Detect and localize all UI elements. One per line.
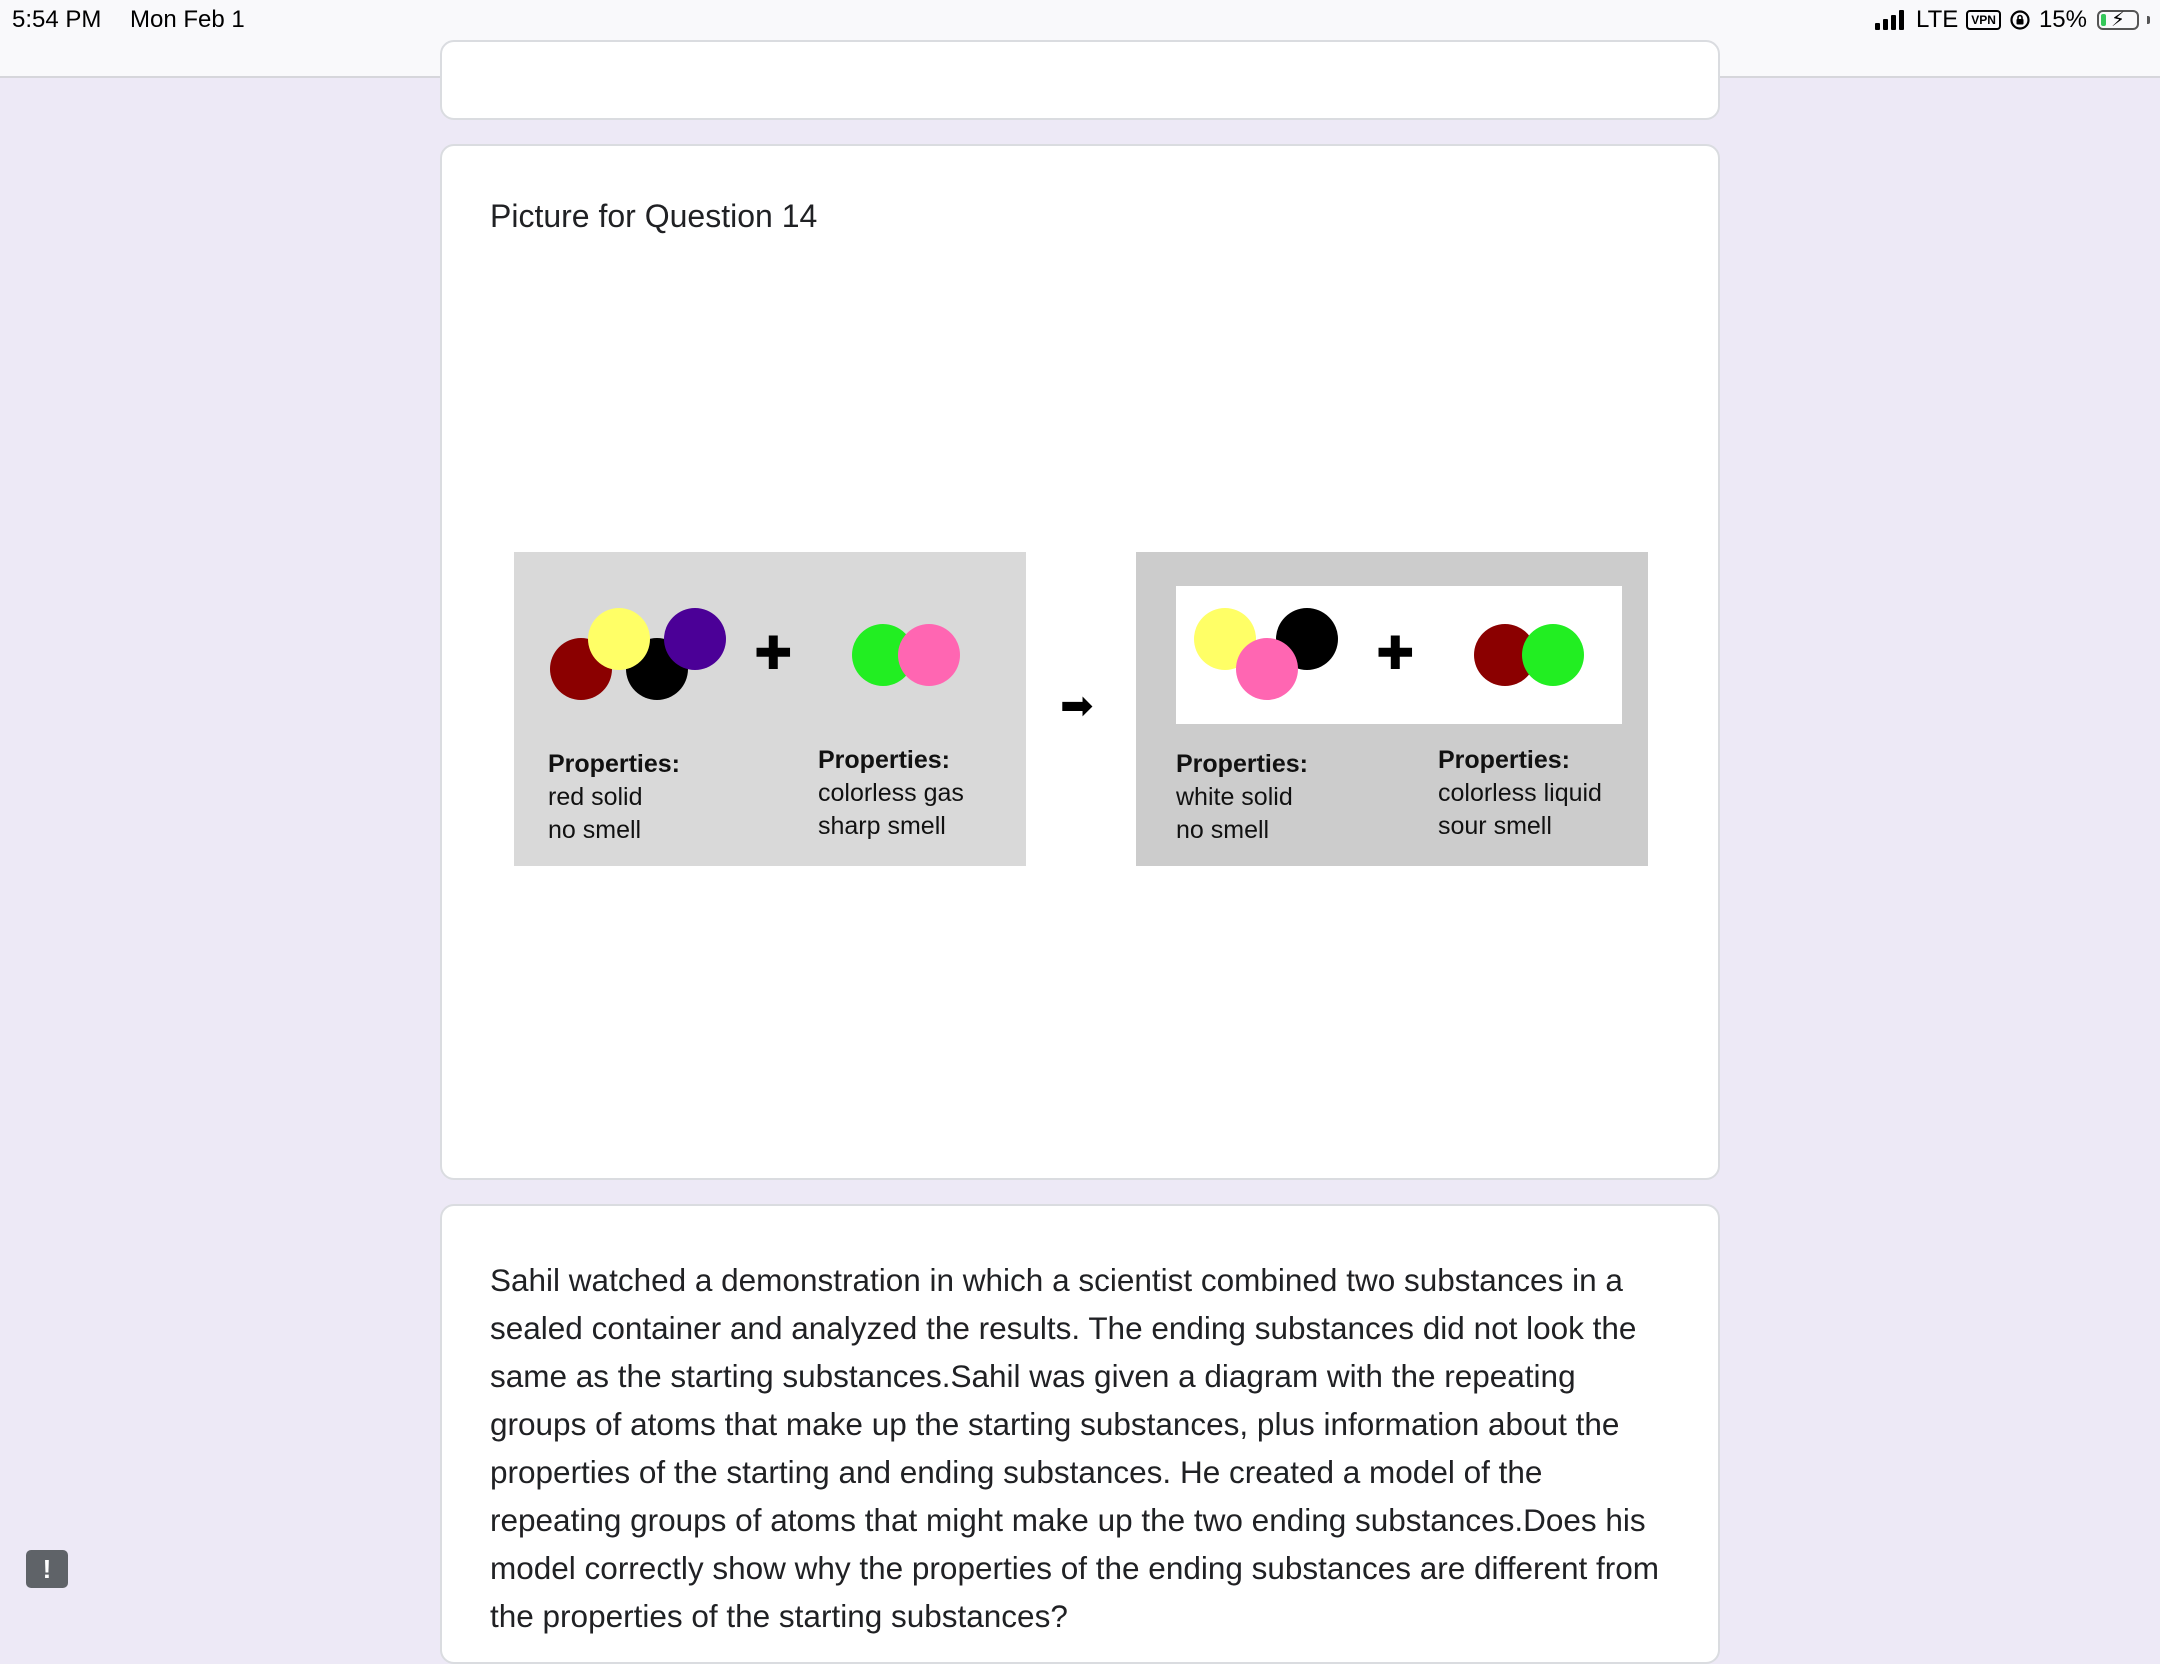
status-date: Mon Feb 1 (130, 6, 245, 33)
question-text: Sahil watched a demonstration in which a scientist combined two substances in a sealed container and analyzed the results. The ending substances did not look the same as the starting substances.Sahil was given a diagram with the repeating groups of atoms that make up the starting substances, plus information about the properties of the starting and ending substances. He created a model of the repeating groups of atoms that might make up the two ending substances.Does his model correctly show why the properties of the ending substances are different from the properties of the starting substances? (490, 1262, 1660, 1634)
ending-substances-panel (1136, 552, 1648, 866)
previous-question-card (440, 40, 1720, 120)
properties-starting-2: Properties: colorless gas sharp smell (818, 746, 964, 840)
picture-title: Picture for Question 14 (490, 198, 818, 234)
plus-icon: ✚ (754, 627, 793, 679)
question-card (440, 1204, 1720, 1664)
network-label: LTE (1916, 6, 1959, 33)
properties-starting-1: Properties: red solid no smell (548, 750, 680, 844)
plus-icon: ✚ (1376, 627, 1415, 679)
signal-icon (1875, 10, 1904, 30)
properties-ending-2: Properties: colorless liquid sour smell (1438, 746, 1602, 840)
atom-yellow (588, 608, 650, 670)
atom-purple (664, 608, 726, 670)
atom-pink (898, 624, 960, 686)
arrow-right-icon: ➡ (1060, 684, 1094, 728)
status-time: 5:54 PM (12, 6, 102, 33)
atom-pink (1236, 638, 1298, 700)
battery-percent: 15% (2038, 6, 2087, 33)
battery-icon: ⚡ (2097, 10, 2139, 30)
starting-substances-panel (514, 552, 1026, 866)
ending-atoms-area (1176, 586, 1622, 724)
properties-ending-1: Properties: white solid no smell (1176, 750, 1308, 844)
report-feedback-icon[interactable]: ! (26, 1550, 68, 1588)
vpn-icon: VPN (1966, 10, 2001, 30)
orientation-lock-icon (2009, 9, 2031, 31)
atom-green (1522, 624, 1584, 686)
picture-card (440, 144, 1720, 1180)
status-indicators (1875, 5, 2150, 35)
